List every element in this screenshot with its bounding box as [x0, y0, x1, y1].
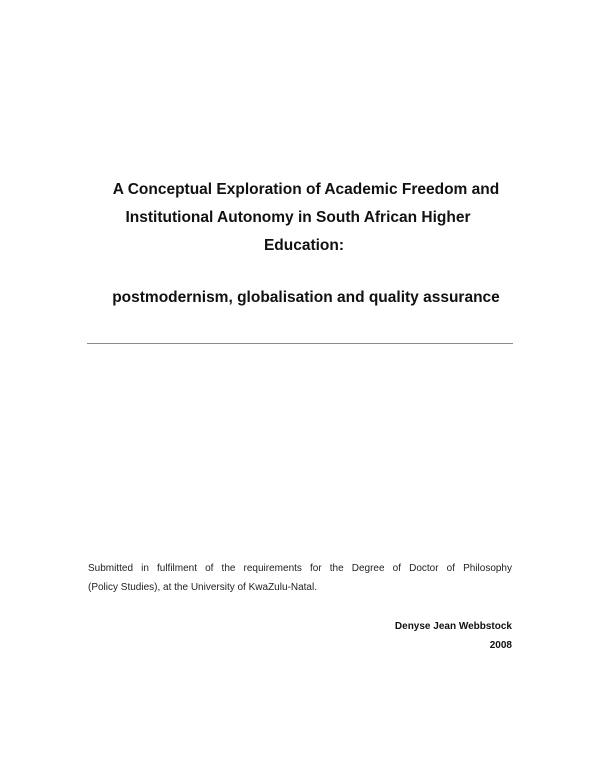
thesis-subtitle: postmodernism, globalisation and quality assurance	[112, 289, 500, 306]
title-line: Education:	[263, 237, 345, 254]
submission-year: 2008	[489, 640, 512, 651]
title-line: A Conceptual Exploration of Academic Freedom and	[112, 181, 500, 198]
horizontal-divider	[87, 343, 513, 344]
submission-line: Submitted in fulfilment of the requirements for the Degree of Doctor of Philosophy	[88, 563, 512, 574]
submission-line: (Policy Studies), at the University of KwaZulu-Natal.	[88, 582, 317, 593]
author-name: Denyse Jean Webbstock	[394, 621, 512, 632]
title-line: Institutional Autonomy in South African Higher	[125, 209, 471, 226]
